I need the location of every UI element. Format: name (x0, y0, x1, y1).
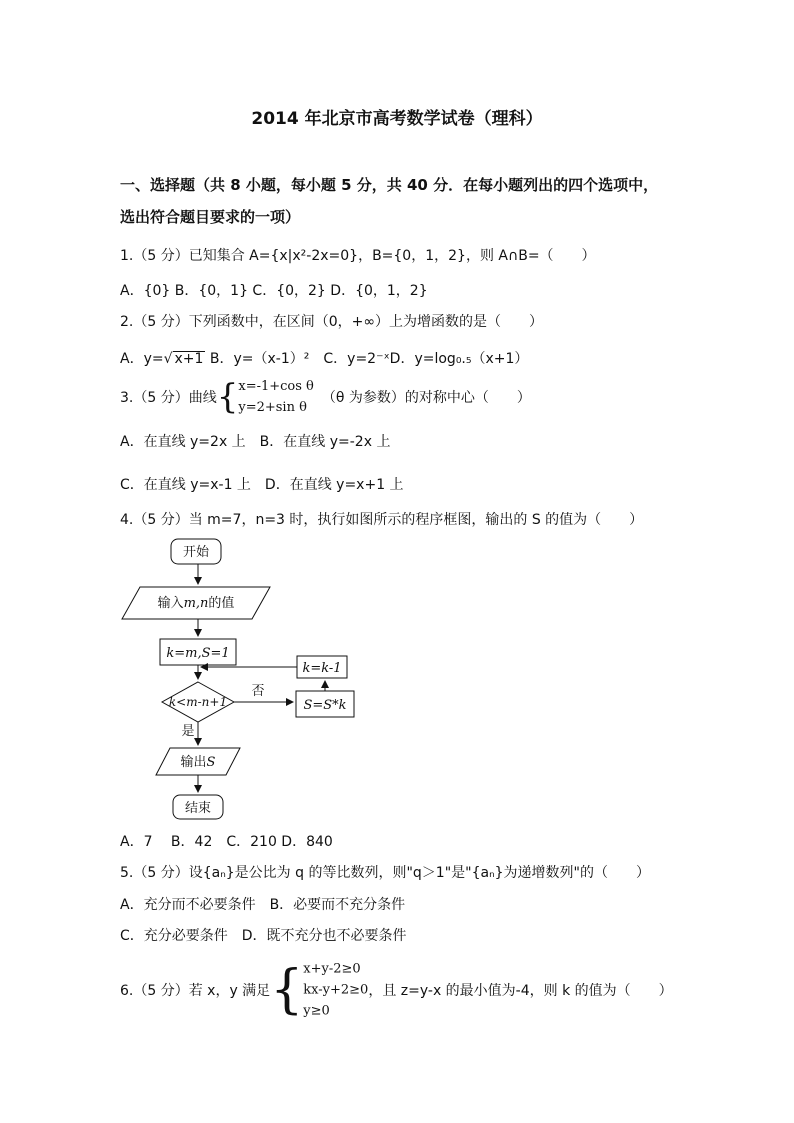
sqrt-symbol: √ (163, 351, 173, 367)
question-6-stem-prefix: 6.（5 分）若 x，y 满足 (120, 983, 271, 999)
question-3-options-ab: A．在直线 y=2x 上 B．在直线 y=-2x 上 (120, 434, 391, 450)
question-6-stem-suffix: ，且 z=y-x 的最小值为-4，则 k 的值为（ ） (368, 983, 673, 999)
flow-decrement-label: k=k-1 (302, 661, 342, 676)
question-2-options-rest: B．y=（x-1）² C．y=2⁻ˣD．y=log₀.₅（x+1） (205, 351, 529, 367)
flow-no-label: 否 (251, 684, 265, 699)
left-brace: { (216, 377, 239, 417)
section-heading-line1: 一、选择题（共 8 小题，每小题 5 分，共 40 分．在每小题列出的四个选项中， (120, 176, 659, 194)
flow-output-prefix: 输出 (180, 755, 207, 770)
page-title: 2014 年北京市高考数学试卷（理科） (251, 109, 543, 129)
question-3-options-cd: C．在直线 y=x-1 上 D．在直线 y=x+1 上 (120, 477, 404, 493)
question-6-inequality-system (303, 959, 368, 1022)
flow-input-suffix: 的值 (208, 596, 235, 611)
question-2-option-a-prefix: A．y= (120, 351, 164, 367)
question-6-stem (120, 959, 673, 1022)
flow-output-label (181, 754, 216, 770)
question-3-stem-suffix: （θ 为参数）的对称中心（ ） (321, 390, 531, 406)
question-3-equation-y: y=2+sin θ (238, 400, 307, 415)
left-brace: { (270, 960, 304, 1020)
flow-multiply-label: S=S*k (303, 698, 347, 713)
question-2-stem: 2.（5 分）下列函数中，在区间（0，+∞）上为增函数的是（ ） (120, 314, 544, 330)
question-3-stem-prefix: 3.（5 分）曲线 (120, 390, 217, 406)
question-1-stem: 1.（5 分）已知集合 A={x|x²-2x=0}，B={0，1，2}，则 A∩B=（ ） (120, 248, 596, 264)
flow-input-vars: m,n (183, 596, 209, 611)
flow-init-label: k=m,S=1 (166, 646, 230, 661)
question-1-options: A．{0} B．{0，1} C．{0，2} D．{0，1，2} (120, 283, 428, 299)
question-5-stem: 5.（5 分）设{aₙ}是公比为 q 的等比数列，则"q＞1"是"{aₙ}为递增数列"的（ ） (120, 865, 650, 881)
question-3-equation-x: x=-1+cos θ (238, 379, 314, 394)
question-6-inequality-2: kx-y+2≥0 (303, 982, 369, 998)
question-2-option-a-radicand: x+1 (174, 351, 204, 367)
section-heading-line2: 选出符合题目要求的一项） (120, 208, 301, 226)
flow-start-label: 开始 (182, 545, 210, 560)
flow-condition-label: k<m-n+1 (168, 695, 228, 709)
question-5-options-cd: C．充分必要条件 D．既不充分也不必要条件 (120, 928, 407, 944)
question-4-options: A．7 B．42 C．210 D．840 (120, 834, 333, 850)
question-5-options-ab: A．充分而不必要条件 B．必要而不充分条件 (120, 897, 406, 913)
flow-end-label: 结束 (184, 801, 212, 816)
flow-output-var: S (206, 755, 216, 770)
flow-input-label (158, 595, 235, 611)
question-4-stem: 4.（5 分）当 m=7，n=3 时，执行如图所示的程序框图，输出的 S 的值为（ ） (120, 512, 644, 528)
question-6-inequality-3: y≥0 (303, 1003, 330, 1019)
flow-input-prefix: 输入 (157, 596, 184, 611)
flow-yes-label: 是 (181, 724, 195, 739)
question-6-inequality-1: x+y-2≥0 (303, 961, 361, 977)
